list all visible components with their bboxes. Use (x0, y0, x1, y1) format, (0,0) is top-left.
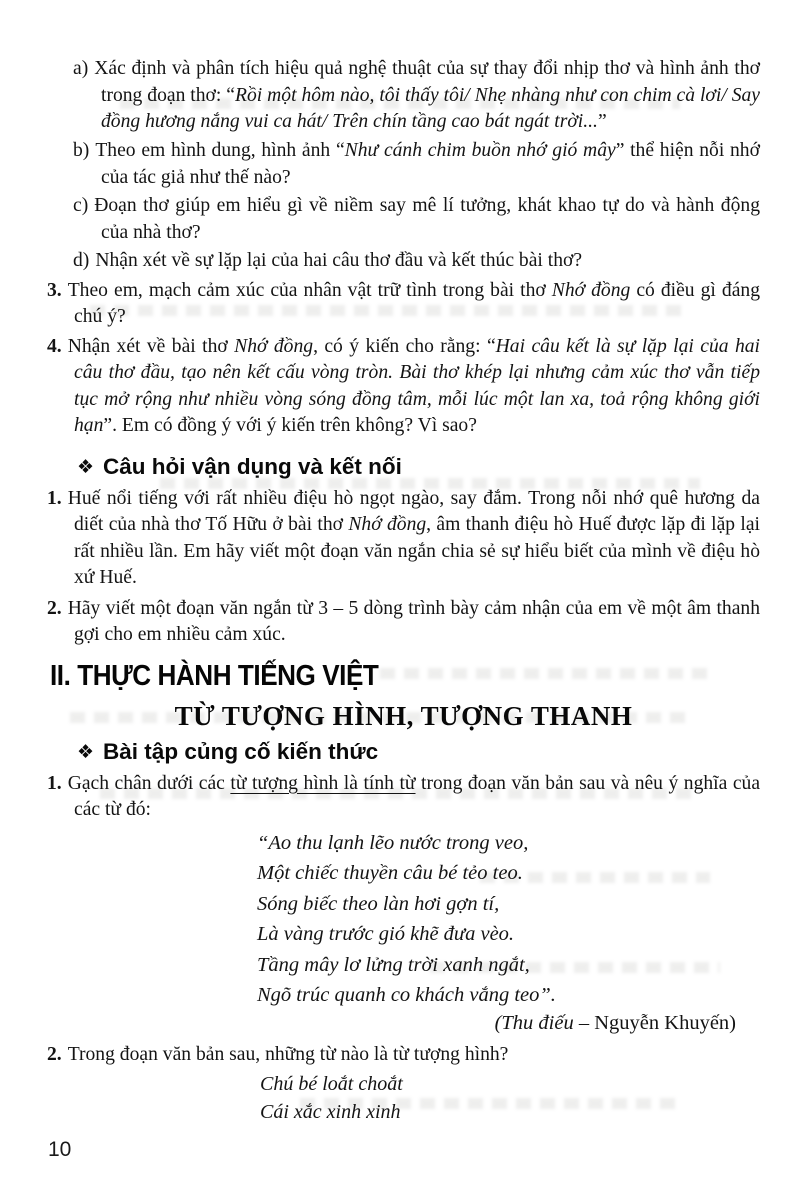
question-label: c) (73, 195, 89, 216)
question-text: Nhận xét về bài thơ Nhớ đồng, có ý kiến cho rằng: “Hai câu kết là sự lặp lại của hai câu thơ đầu, tạo nên kết cấu vòng tròn. Bài thơ khép lại nhưng cảm xúc thơ vẫn tiếp tục mở rộng như nhiều vòng sóng đồng tâm, mỗi lúc một lan xa, toả rộng không giới hạn”. Em có đồng ý với ý kiến trên không? Vì sao? (67, 335, 761, 436)
poem-line: Tầng mây lơ lửng trời xanh ngắt, (257, 953, 530, 976)
question-item-3 (47, 278, 760, 331)
question-number: 1. (47, 487, 62, 509)
question-label: a) (73, 58, 89, 79)
question-item-d (73, 248, 760, 275)
question-text: Xác định và phân tích hiệu quả nghệ thuật của sự thay đổi nhịp thơ và hình ảnh thơ trong đoạn thơ: “Rồi một hôm nào, tôi thấy tôi/ Nhẹ nhàng như con chim cà lơi/ Say đồng hương nắng vui ca hát/ Trên chín tầng cao bát ngát trời...” (94, 58, 760, 132)
lesson-title: TỪ TƯỢNG HÌNH, TƯỢNG THANH (174, 700, 633, 731)
poem-line: Ngõ trúc quanh co khách vắng teo”. (257, 984, 556, 1006)
poem-attribution (47, 1011, 760, 1036)
poem-line: Là vàng trước gió khẽ đưa vèo. (257, 923, 515, 945)
question-text: Nhận xét về sự lặp lại của hai câu thơ đầu và kết thúc bài thơ? (95, 250, 583, 271)
poem-line: Cái xắc xinh xinh (260, 1101, 401, 1123)
question-number: 2. (47, 597, 62, 619)
question-item-b (73, 138, 760, 191)
section-heading-text: II. THỰC HÀNH TIẾNG VIỆT (50, 659, 379, 692)
poem-title: (Thu điếu – (494, 1011, 595, 1034)
question-number: 2. (47, 1043, 62, 1065)
question-number: 4. (47, 335, 62, 357)
question-label: d) (73, 250, 90, 271)
poem-line: Một chiếc thuyền câu bé tẻo teo. (257, 862, 523, 884)
question-number: 1. (47, 772, 62, 794)
question-text: Theo em hình dung, hình ảnh “Như cánh chim buồn nhớ gió mây” thể hiện nỗi nhớ của tác giả như thế nào? (95, 140, 760, 188)
question-item-a (73, 56, 760, 136)
section-heading-label: Câu hỏi vận dụng và kết nối (103, 453, 402, 479)
question-item-c (73, 193, 760, 246)
question-text: Huế nổi tiếng với rất nhiều điệu hò ngọt ngào, say đắm. Trong nỗi nhớ quê hương da diết của nhà thơ Tố Hữu ở bài thơ Nhớ đồng, âm thanh điệu hò Huế được lặp đi lặp lại rất nhiều lần. Em hãy viết một đoạn văn ngắn chia sẻ sự hiểu biết của mình về điệu hò xứ Huế. (67, 487, 760, 588)
page-number: 10 (48, 1138, 72, 1161)
poem-line: Chú bé loắt choắt (260, 1073, 403, 1095)
poem-thu-dieu (257, 828, 760, 1011)
practice-subsection-heading (77, 737, 760, 769)
application-item-1 (47, 486, 760, 592)
application-item-2 (47, 596, 760, 649)
question-label: b) (73, 140, 90, 161)
page-content (47, 50, 760, 1126)
exercise-item-2 (47, 1042, 760, 1069)
question-text: Hãy viết một đoạn văn ngắn từ 3 – 5 dòng trình bày cảm nhận của em về một âm thanh gợi cho em nhiều cảm xúc. (67, 597, 760, 645)
question-text: Gạch chân dưới các từ tượng hình là tính từ trong đoạn văn bản sau và nêu ý nghĩa của các từ đó: (67, 772, 761, 820)
question-text: Trong đoạn văn bản sau, những từ nào là từ tượng hình? (67, 1043, 509, 1065)
poem-line: Sóng biếc theo làn hơi gợn tí, (257, 892, 500, 915)
section-heading-practice (50, 657, 760, 695)
diamond-bullet-icon: ❖ (77, 741, 95, 763)
diamond-bullet-icon: ❖ (77, 456, 95, 478)
question-item-4 (47, 334, 760, 440)
application-section-heading (77, 452, 760, 484)
poem-author: Nguyễn Khuyến) (594, 1011, 736, 1034)
section-heading-label: Bài tập củng cố kiến thức (103, 738, 379, 764)
question-number: 3. (47, 279, 62, 301)
exercise-item-1 (47, 771, 760, 824)
question-text: Đoạn thơ giúp em hiểu gì về niềm say mê lí tưởng, khát khao tự do và hành động của nhà thơ? (94, 195, 760, 243)
poem-line: “Ao thu lạnh lẽo nước trong veo, (257, 831, 529, 854)
question-text: Theo em, mạch cảm xúc của nhân vật trữ tình trong bài thơ Nhớ đồng có điều gì đáng chú ý? (67, 279, 760, 327)
poem-luom-excerpt (260, 1070, 760, 1126)
